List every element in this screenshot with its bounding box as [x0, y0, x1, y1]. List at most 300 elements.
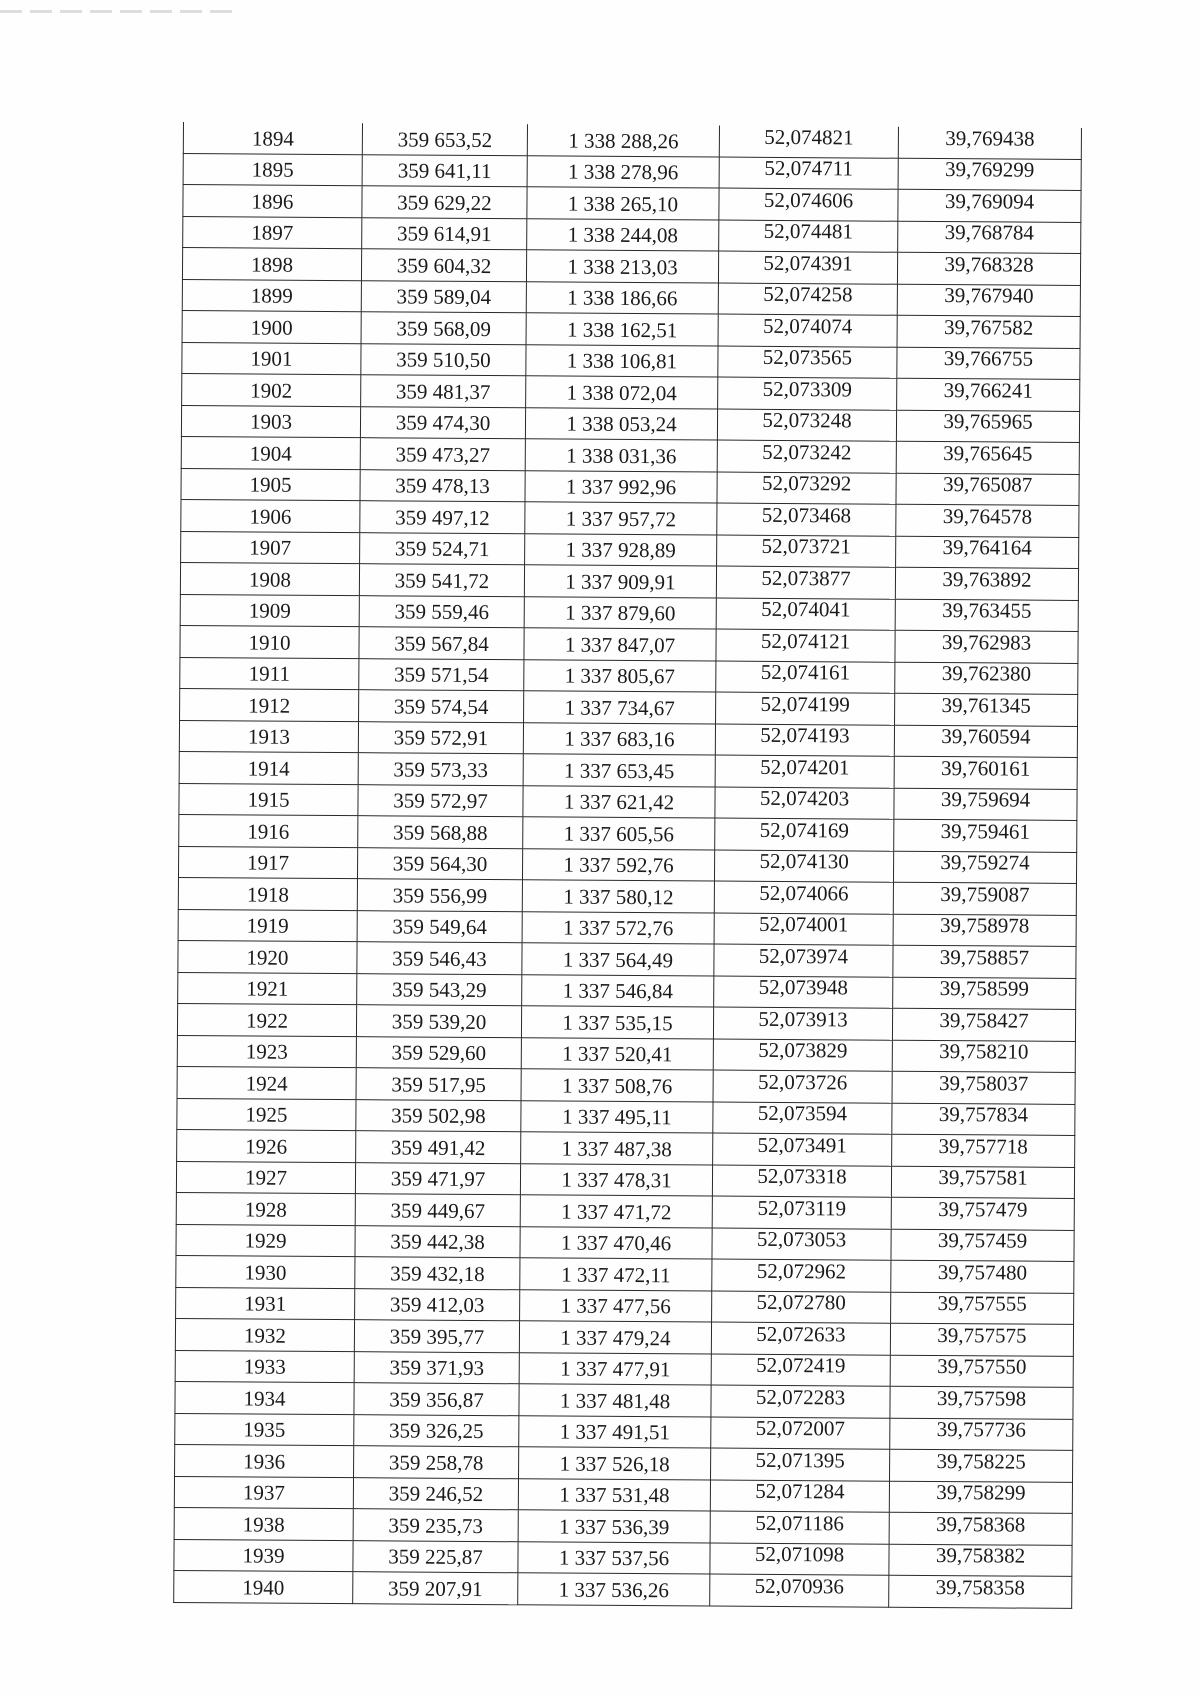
- y-coordinate-cell: [519, 1447, 711, 1480]
- point-number-cell: [181, 405, 360, 438]
- x-coordinate-cell: [360, 438, 525, 471]
- y-coordinate-cell: [527, 124, 719, 156]
- cell-text: 52,074074: [762, 313, 853, 338]
- cell-text: 359 572,91: [393, 725, 489, 751]
- y-coordinate-cell: [521, 1132, 713, 1165]
- x-coordinate-cell: [358, 721, 523, 754]
- cell-text: 39,759087: [940, 881, 1030, 907]
- cell-text: 1 337 957,72: [565, 506, 677, 531]
- x-coordinate-cell: [353, 1572, 518, 1605]
- cell-text: 52,074606: [763, 187, 854, 212]
- cell-text: 39,757479: [938, 1196, 1028, 1222]
- cell-text: 1919: [246, 913, 289, 938]
- cell-text: 39,757459: [937, 1228, 1028, 1253]
- cell-text: 1914: [247, 755, 290, 781]
- latitude-cell: [710, 1574, 889, 1607]
- table-row: [174, 1570, 1072, 1607]
- y-coordinate-cell: [525, 502, 717, 535]
- point-number-cell: [179, 751, 358, 784]
- cell-text: 359 371,93: [389, 1355, 485, 1381]
- cell-text: 1 337 564,49: [562, 947, 674, 972]
- cell-text: 39,758299: [936, 1480, 1026, 1505]
- cell-text: 359 574,54: [393, 693, 489, 719]
- cell-text: 1 337 546,84: [562, 978, 673, 1004]
- point-number-cell: [176, 1192, 355, 1225]
- cell-text: 1 337 526,18: [559, 1451, 670, 1476]
- y-coordinate-cell: [527, 218, 719, 251]
- cell-text: 1 337 592,76: [563, 852, 674, 878]
- cell-text: 39,758599: [939, 976, 1029, 1001]
- y-coordinate-cell: [522, 911, 714, 944]
- cell-text: 1 338 288,26: [568, 128, 679, 153]
- cell-text: 1930: [244, 1259, 287, 1285]
- cell-text: 359 529,60: [391, 1040, 487, 1066]
- y-coordinate-cell: [521, 1006, 713, 1039]
- cell-text: 52,073726: [757, 1069, 848, 1094]
- cell-text: 52,074258: [763, 281, 853, 307]
- point-number-cell: [178, 909, 357, 942]
- x-coordinate-cell: [357, 942, 522, 975]
- cell-text: 359 258,78: [388, 1449, 484, 1475]
- y-coordinate-cell: [518, 1541, 710, 1574]
- point-number-cell: [177, 1129, 356, 1162]
- cell-text: 1920: [246, 944, 289, 970]
- cell-text: 52,073565: [762, 344, 853, 370]
- cell-text: 359 546,43: [392, 945, 487, 971]
- y-coordinate-cell: [518, 1510, 710, 1543]
- cell-text: 39,760161: [941, 755, 1031, 781]
- y-coordinate-cell: [523, 817, 715, 850]
- cell-text: 359 442,38: [390, 1229, 485, 1255]
- cell-text: 39,757575: [937, 1322, 1027, 1348]
- cell-text: 52,074481: [763, 218, 853, 244]
- cell-text: 52,071098: [754, 1541, 845, 1567]
- point-number-cell: [180, 625, 359, 658]
- x-coordinate-cell: [354, 1320, 519, 1353]
- cell-text: 359 474,30: [395, 410, 491, 436]
- cell-text: 52,073877: [761, 565, 851, 590]
- cell-text: 1 337 508,76: [561, 1073, 673, 1098]
- cell-text: 1938: [242, 1511, 285, 1537]
- cell-text: 1 337 491,51: [559, 1419, 671, 1445]
- cell-text: 39,762983: [941, 629, 1032, 655]
- x-coordinate-cell: [354, 1414, 519, 1447]
- longitude-cell: [889, 1575, 1072, 1608]
- coordinates-table-body: [174, 122, 1082, 1608]
- cell-text: 359 356,87: [389, 1386, 484, 1412]
- y-coordinate-cell: [521, 1100, 713, 1133]
- cell-text: 359 395,77: [389, 1323, 485, 1349]
- cell-text: 1 338 053,24: [566, 411, 677, 437]
- cell-text: 1 338 162,51: [566, 317, 678, 342]
- cell-text: 1932: [243, 1322, 287, 1348]
- cell-text: 1 337 805,67: [564, 663, 676, 689]
- cell-text: 52,073594: [757, 1100, 848, 1126]
- cell-text: 52,074711: [764, 155, 854, 181]
- point-number-cell: [175, 1318, 354, 1351]
- cell-text: 1 337 572,76: [562, 915, 674, 941]
- x-coordinate-cell: [361, 375, 526, 408]
- cell-text: 39,758978: [939, 913, 1030, 938]
- x-coordinate-cell: [359, 690, 524, 723]
- x-coordinate-cell: [353, 1509, 518, 1542]
- point-number-cell: [174, 1476, 353, 1509]
- cell-text: 1 338 106,81: [566, 348, 678, 374]
- point-number-cell: [177, 1035, 356, 1068]
- y-coordinate-cell: [524, 691, 716, 724]
- y-coordinate-cell: [523, 722, 715, 755]
- cell-text: 1894: [251, 125, 294, 151]
- cell-text: 1 338 278,96: [567, 159, 679, 185]
- cell-text: 359 604,32: [396, 252, 492, 278]
- cell-text: 52,073491: [757, 1132, 847, 1157]
- cell-text: 52,074821: [764, 124, 854, 149]
- cell-text: 39,758037: [938, 1070, 1029, 1096]
- x-coordinate-cell: [354, 1383, 519, 1416]
- y-coordinate-cell: [525, 470, 717, 503]
- x-coordinate-cell: [356, 1036, 521, 1069]
- point-number-cell: [175, 1413, 354, 1446]
- cell-text: 359 653,52: [397, 126, 493, 152]
- point-number-cell: [180, 594, 359, 627]
- cell-text: 52,074001: [758, 911, 849, 937]
- cell-text: 1 338 186,66: [567, 285, 678, 311]
- x-coordinate-cell: [360, 532, 525, 565]
- cell-text: 39,757718: [938, 1133, 1028, 1159]
- cell-text: 359 497,12: [395, 504, 490, 530]
- cell-text: 1 337 605,56: [563, 821, 674, 846]
- x-coordinate-cell: [360, 406, 525, 439]
- x-coordinate-cell: [356, 1099, 521, 1132]
- cell-text: 1 337 470,46: [560, 1230, 672, 1256]
- cell-text: 1926: [245, 1133, 288, 1159]
- cell-text: 39,764164: [942, 535, 1032, 560]
- cell-text: 39,766241: [943, 377, 1033, 403]
- cell-text: 39,758427: [939, 1007, 1029, 1033]
- point-number-cell: [180, 657, 359, 690]
- cell-text: 39,759694: [940, 787, 1031, 812]
- point-number-cell: [182, 279, 361, 312]
- y-coordinate-cell: [519, 1384, 711, 1417]
- cell-text: 52,073248: [762, 407, 852, 433]
- x-coordinate-cell: [354, 1351, 519, 1384]
- cell-text: 52,072419: [756, 1352, 846, 1378]
- cell-text: 359 235,73: [388, 1512, 484, 1538]
- cell-text: 52,074066: [759, 880, 849, 905]
- x-coordinate-cell: [356, 1131, 521, 1164]
- cell-text: 52,071395: [755, 1447, 845, 1472]
- cell-text: 1 337 536,39: [558, 1514, 670, 1539]
- cell-text: 52,072962: [756, 1258, 847, 1283]
- cell-text: 52,073974: [758, 943, 849, 968]
- y-coordinate-cell: [520, 1195, 712, 1228]
- cell-text: 1896: [251, 188, 294, 214]
- cell-text: 359 412,03: [389, 1292, 485, 1318]
- x-coordinate-cell: [359, 658, 524, 691]
- cell-text: 52,073721: [761, 533, 851, 559]
- cell-text: 39,758225: [936, 1448, 1026, 1474]
- point-number-cell: [179, 814, 358, 847]
- point-number-cell: [183, 122, 362, 154]
- cell-text: 1933: [243, 1354, 286, 1379]
- cell-text: 52,071186: [755, 1510, 845, 1535]
- cell-text: 1904: [249, 440, 292, 466]
- point-number-cell: [176, 1287, 355, 1320]
- cell-text: 1921: [246, 976, 289, 1001]
- y-coordinate-cell: [526, 281, 718, 314]
- cell-text: 1 338 072,04: [566, 380, 677, 405]
- y-coordinate-cell: [524, 659, 716, 692]
- cell-text: 1 337 847,07: [564, 632, 676, 657]
- cell-text: 1934: [243, 1385, 286, 1411]
- y-coordinate-cell: [522, 848, 714, 881]
- cell-text: 39,758358: [935, 1574, 1026, 1600]
- cell-text: 52,074391: [763, 250, 853, 275]
- y-coordinate-cell: [526, 250, 718, 283]
- cell-text: 359 564,30: [392, 851, 488, 877]
- cell-text: 1940: [242, 1574, 285, 1600]
- point-number-cell: [176, 1224, 355, 1257]
- point-number-cell: [182, 373, 361, 406]
- scan-header-artifact: [0, 10, 240, 13]
- cell-text: 52,073318: [757, 1163, 847, 1189]
- cell-text: 52,073053: [756, 1226, 847, 1252]
- cell-text: 359 481,37: [395, 378, 491, 404]
- y-coordinate-cell: [522, 880, 714, 913]
- cell-text: 39,758382: [935, 1543, 1026, 1568]
- x-coordinate-cell: [356, 1005, 521, 1038]
- cell-text: 39,757598: [936, 1385, 1027, 1411]
- cell-text: 1 337 535,15: [562, 1010, 673, 1035]
- cell-text: 1928: [244, 1196, 287, 1222]
- cell-text: 39,758857: [939, 944, 1030, 970]
- y-coordinate-cell: [523, 754, 715, 787]
- y-coordinate-cell: [518, 1573, 710, 1606]
- point-number-cell: [174, 1507, 353, 1540]
- x-coordinate-cell: [353, 1540, 518, 1573]
- cell-text: 1939: [242, 1543, 285, 1568]
- cell-text: 1909: [248, 598, 291, 623]
- cell-text: 359 225,87: [388, 1544, 483, 1570]
- cell-text: 359 502,98: [391, 1103, 486, 1129]
- y-coordinate-cell: [524, 565, 716, 598]
- cell-text: 39,769299: [945, 157, 1035, 182]
- cell-text: 39,765087: [942, 472, 1033, 497]
- cell-text: 359 556,99: [392, 882, 488, 908]
- y-coordinate-cell: [527, 155, 719, 188]
- cell-text: 39,765645: [943, 440, 1033, 466]
- cell-text: 52,073468: [761, 502, 852, 527]
- cell-text: 39,761345: [941, 692, 1031, 718]
- cell-text: 359 524,71: [394, 536, 490, 562]
- cell-text: 52,071284: [755, 1478, 845, 1504]
- cell-text: 1 337 683,16: [564, 726, 675, 752]
- cell-text: 1 337 928,89: [565, 537, 676, 563]
- x-coordinate-cell: [355, 1162, 520, 1195]
- cell-text: 359 629,22: [397, 189, 492, 215]
- y-coordinate-cell: [525, 407, 717, 440]
- cell-text: 52,072633: [756, 1321, 846, 1346]
- point-number-cell: [182, 310, 361, 343]
- cell-text: 52,073242: [762, 439, 852, 464]
- cell-text: 359 517,95: [391, 1071, 486, 1097]
- x-coordinate-cell: [360, 469, 525, 502]
- cell-text: 359 491,42: [390, 1134, 486, 1160]
- cell-text: 39,763455: [942, 598, 1032, 623]
- cell-text: 39,767940: [944, 283, 1034, 308]
- y-coordinate-cell: [520, 1258, 712, 1291]
- y-coordinate-cell: [526, 313, 718, 346]
- cell-text: 39,767582: [943, 314, 1034, 340]
- cell-text: 1 338 031,36: [566, 443, 677, 468]
- cell-text: 52,073119: [757, 1195, 847, 1220]
- cell-text: 1 337 479,24: [560, 1325, 671, 1350]
- point-number-cell: [176, 1255, 355, 1288]
- cell-text: 1898: [250, 251, 294, 277]
- x-coordinate-cell: [359, 564, 524, 597]
- point-number-cell: [183, 185, 362, 218]
- point-number-cell: [182, 248, 361, 281]
- point-number-cell: [178, 846, 357, 879]
- cell-text: 52,073948: [758, 974, 848, 1000]
- y-coordinate-cell: [520, 1163, 712, 1196]
- x-coordinate-cell: [355, 1225, 520, 1258]
- cell-text: 1900: [250, 314, 293, 340]
- cell-text: 52,072007: [755, 1415, 846, 1441]
- x-coordinate-cell: [358, 816, 523, 849]
- point-number-cell: [179, 720, 358, 753]
- y-coordinate-cell: [520, 1226, 712, 1259]
- point-number-cell: [181, 436, 360, 469]
- cell-text: 1 337 471,72: [561, 1199, 672, 1224]
- cell-text: 1937: [242, 1480, 285, 1505]
- x-coordinate-cell: [357, 847, 522, 880]
- cell-text: 1 337 481,48: [559, 1388, 671, 1413]
- cell-text: 39,769094: [944, 188, 1035, 214]
- cell-text: 359 543,29: [391, 977, 487, 1003]
- cell-text: 359 326,25: [388, 1418, 484, 1444]
- point-number-cell: [183, 153, 362, 186]
- cell-text: 1910: [248, 629, 291, 655]
- cell-text: 1 337 734,67: [564, 695, 675, 720]
- x-coordinate-cell: [362, 186, 527, 219]
- y-coordinate-cell: [524, 596, 716, 629]
- x-coordinate-cell: [356, 1068, 521, 1101]
- cell-text: 359 449,67: [390, 1197, 486, 1223]
- cell-text: 1 337 536,26: [558, 1577, 669, 1602]
- x-coordinate-cell: [361, 343, 526, 376]
- cell-text: 1908: [248, 566, 292, 592]
- x-coordinate-cell: [360, 501, 525, 534]
- x-coordinate-cell: [355, 1257, 520, 1290]
- cell-text: 359 432,18: [390, 1260, 485, 1286]
- cell-text: 1 338 265,10: [567, 191, 679, 216]
- y-coordinate-cell: [526, 344, 718, 377]
- point-number-cell: [178, 940, 357, 973]
- x-coordinate-cell: [361, 312, 526, 345]
- cell-text: 359 641,11: [397, 158, 492, 184]
- cell-text: 359 589,04: [396, 284, 492, 310]
- cell-text: 39,760594: [941, 724, 1031, 749]
- cell-text: 1 337 580,12: [563, 884, 674, 909]
- cell-text: 1902: [250, 377, 293, 403]
- x-coordinate-cell: [362, 217, 527, 250]
- x-coordinate-cell: [358, 753, 523, 786]
- cell-text: 39,764578: [942, 503, 1033, 529]
- cell-text: 52,074121: [760, 628, 851, 653]
- cell-text: 1922: [245, 1007, 289, 1033]
- y-coordinate-cell: [525, 439, 717, 472]
- cell-text: 359 559,46: [394, 599, 490, 625]
- cell-text: 359 573,33: [393, 756, 489, 782]
- cell-text: 1913: [247, 724, 291, 749]
- cell-text: 52,074193: [760, 722, 850, 748]
- x-coordinate-cell: [361, 280, 526, 313]
- x-coordinate-cell: [355, 1194, 520, 1227]
- cell-text: 359 473,27: [395, 441, 491, 467]
- cell-text: 39,757581: [938, 1165, 1028, 1190]
- cell-text: 52,074161: [760, 659, 851, 685]
- cell-text: 1 337 992,96: [565, 474, 677, 500]
- cell-text: 1931: [244, 1291, 287, 1316]
- cell-text: 359 568,09: [396, 315, 491, 341]
- point-number-cell: [180, 562, 359, 595]
- point-number-cell: [180, 688, 359, 721]
- y-coordinate-cell: [520, 1289, 712, 1322]
- point-number-cell: [183, 216, 362, 249]
- cell-text: 39,759461: [940, 818, 1031, 844]
- x-coordinate-cell: [359, 595, 524, 628]
- cell-text: 39,757555: [937, 1291, 1027, 1316]
- point-number-cell: [177, 1066, 356, 1099]
- cell-text: 39,757480: [937, 1259, 1028, 1285]
- cell-text: 52,073913: [758, 1006, 848, 1031]
- x-coordinate-cell: [353, 1477, 518, 1510]
- cell-text: 1918: [246, 881, 289, 907]
- cell-text: 1897: [251, 220, 294, 245]
- cell-text: 359 246,52: [388, 1481, 484, 1507]
- cell-text: 1912: [248, 692, 291, 718]
- cell-text: 1 338 213,03: [567, 254, 678, 279]
- cell-text: 39,766755: [943, 346, 1034, 371]
- cell-text: 359 471,97: [390, 1166, 486, 1192]
- point-number-cell: [182, 342, 361, 375]
- cell-text: 39,768784: [944, 220, 1034, 245]
- cell-text: 359 539,20: [391, 1008, 487, 1034]
- cell-text: 1 337 477,91: [560, 1356, 671, 1382]
- cell-text: 359 549,64: [392, 914, 487, 940]
- point-number-cell: [181, 499, 360, 532]
- x-coordinate-cell: [358, 784, 523, 817]
- y-coordinate-cell: [521, 1069, 713, 1102]
- coordinates-table: [173, 122, 1082, 1608]
- cell-text: 39,763892: [942, 566, 1032, 592]
- cell-text: 39,765965: [943, 409, 1033, 434]
- cell-text: 359 510,50: [396, 347, 491, 373]
- point-number-cell: [177, 1003, 356, 1036]
- cell-text: 39,759274: [940, 850, 1030, 875]
- cell-text: 359 207,91: [387, 1575, 483, 1601]
- cell-text: 1935: [243, 1417, 286, 1442]
- point-number-cell: [177, 1098, 356, 1131]
- cell-text: 39,762380: [941, 661, 1032, 686]
- cell-text: 1905: [249, 472, 292, 497]
- cell-text: 39,757736: [936, 1417, 1027, 1442]
- cell-text: 359 478,13: [395, 473, 490, 499]
- y-coordinate-cell: [519, 1415, 711, 1448]
- x-coordinate-cell: [362, 154, 527, 187]
- cell-text: 1 338 244,08: [567, 222, 678, 248]
